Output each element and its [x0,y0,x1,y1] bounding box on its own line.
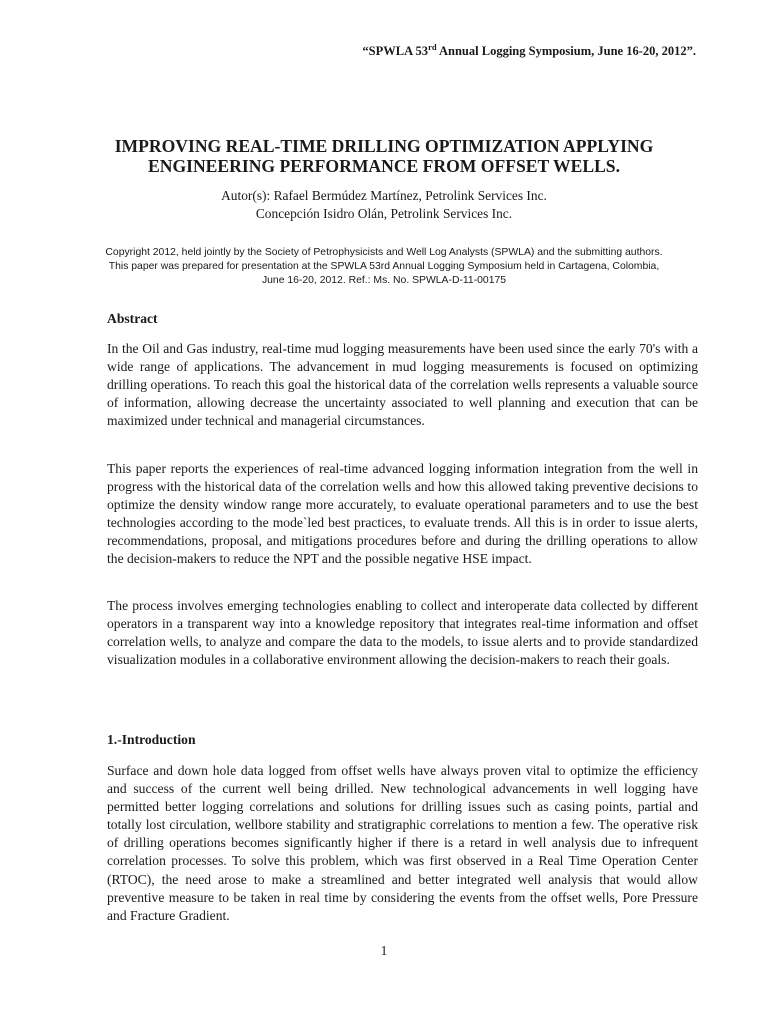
abstract-paragraph-3: The process involves emerging technologies enabling to collect and interoperate data collected by different operators in a transparent way into a knowledge repository that integrates real-time information and offset correlation wells, to analyze and compare the data to the models, to issue alerts and to provide standardized visualization modules in a collaborative environment allowing the decision-makers to reach their goals. [107,598,698,668]
introduction-paragraph-1: Surface and down hole data logged from offset wells have always proven vital to optimize the efficiency and success of the current well being drilled. New technological advancements in well logging have permitted better logging correlations and solutions for drilling issues such as casing points, partial and totally lost circulation, wellbore stability and stratigraphic correlations to mention a few. The operative risk of drilling operations becomes significantly higher if there is a retard in well analysis due to infrequent correlation processes. To solve this problem, which was first observed in a Real Time Operation Center (RTOC), the need arose to make a streamlined and better integrated well analysis that would allow preventive measure to be taken in real time by considering the events from the offset wells, Pore Pressure and Fracture Gradient. [107,763,698,923]
introduction-heading: 1.-Introduction [107,732,196,747]
author-line-2: Concepción Isidro Olán, Petrolink Services Inc. [255,206,513,221]
page-number: 1 [380,943,388,958]
copyright-notice: Copyright 2012, held jointly by the Society of Petrophysicists and Well Log Analysts (SPWLA) and the submitting authors. This paper was prepared for presentation at the SPWLA 53rd Annual Logging Symposium held in Cartagena, Colombia, June 16-20, 2012. Ref.: Ms. No. SPWLA-D-11-00175 [105,247,663,286]
author-block [100,187,668,223]
paper-title-line-1: IMPROVING REAL-TIME DRILLING OPTIMIZATION APPLYING [114,136,654,156]
running-header-ordinal: rd [428,42,437,52]
paper-title-line-2: ENGINEERING PERFORMANCE FROM OFFSET WELLS. [148,156,620,176]
author-line-1: Autor(s): Rafael Bermúdez Martínez, Petrolink Services Inc. [221,188,547,203]
abstract-heading: Abstract [107,311,158,326]
abstract-paragraph-2: This paper reports the experiences of real-time advanced logging information integration from the well in progress with the historical data of the correlation wells and how this allowed taking preventive decisions to optimize the density window range more accurately, to evaluate operational parameters and to use the best technologies according to the mode`led best practices, to evaluate trends. All this is in order to issue alerts, recommendations, proposal, and mitigations procedures before and during the drilling operations to allow the decision-makers to reduce the NPT and the possible negative HSE impact. [107,461,698,567]
running-header-prefix: “SPWLA 53 [362,44,429,58]
running-header [362,44,696,59]
running-header-suffix: Annual Logging Symposium, June 16-20, 2012”. [436,44,696,58]
paper-title [100,136,668,176]
abstract-paragraph-1: In the Oil and Gas industry, real-time mud logging measurements have been used since the early 70's with a wide range of applications. The advancement in mud logging measurements is focused on optimizing drilling operations. To reach this goal the historical data of the correlation wells represents a valuable source of information, allowing decrease the uncertainty associated to well planning and execution that can be maximized under technical and managerial circumstances. [107,341,698,429]
